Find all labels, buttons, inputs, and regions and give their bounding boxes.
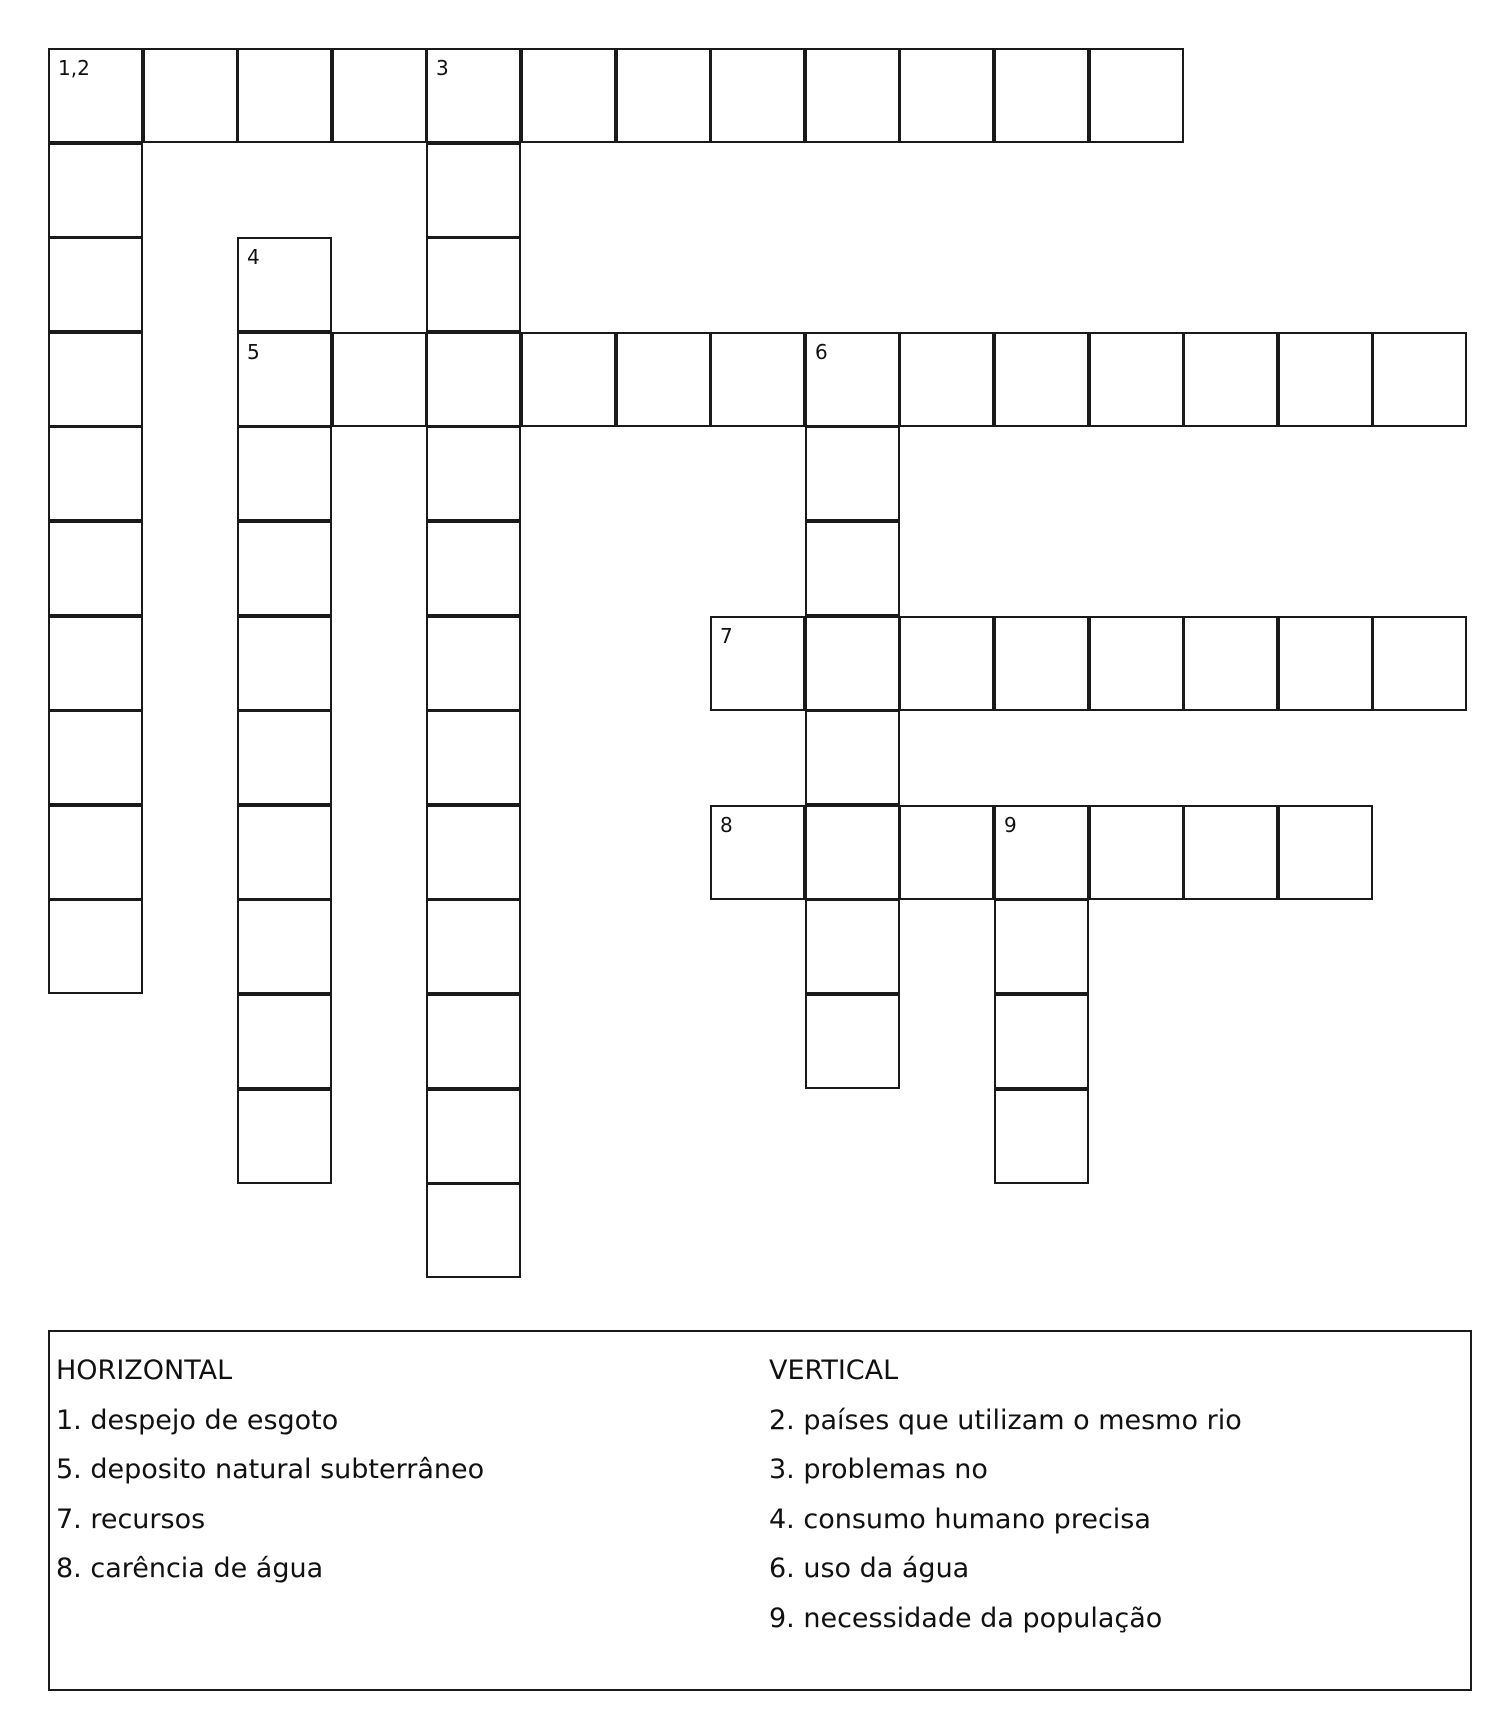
cell-number: 6 <box>815 340 828 364</box>
crossword-cell[interactable] <box>237 805 332 900</box>
crossword-cell[interactable] <box>805 426 900 521</box>
crossword-cell[interactable] <box>805 805 900 900</box>
crossword-cell[interactable] <box>521 48 616 143</box>
clue-horizontal-7: 7. recursos <box>56 1503 206 1535</box>
crossword-cell[interactable] <box>237 332 332 427</box>
crossword-cell[interactable] <box>48 237 143 332</box>
crossword-cell[interactable] <box>332 48 427 143</box>
crossword-cell[interactable] <box>332 332 427 427</box>
crossword-cell[interactable] <box>616 332 711 427</box>
crossword-cell[interactable] <box>426 48 521 143</box>
crossword-cell[interactable] <box>710 332 805 427</box>
crossword-cell[interactable] <box>1372 332 1467 427</box>
crossword-cell[interactable] <box>899 332 994 427</box>
crossword-cell[interactable] <box>426 426 521 521</box>
crossword-cell[interactable] <box>805 994 900 1089</box>
crossword-cell[interactable] <box>1183 332 1278 427</box>
clue-vertical-9: 9. necessidade da população <box>769 1602 1163 1634</box>
crossword-cell[interactable] <box>805 521 900 616</box>
cell-number: 1,2 <box>58 56 90 80</box>
crossword-cell[interactable] <box>48 710 143 805</box>
crossword-cell[interactable] <box>1089 332 1184 427</box>
clue-horizontal-8: 8. carência de água <box>56 1553 324 1584</box>
crossword-cell[interactable] <box>426 899 521 994</box>
crossword-cell[interactable] <box>426 1183 521 1278</box>
crossword-cell[interactable] <box>994 332 1089 427</box>
crossword-cell[interactable] <box>237 710 332 805</box>
crossword-cell[interactable] <box>48 426 143 521</box>
crossword-cell[interactable] <box>805 710 900 805</box>
cell-number: 5 <box>247 340 260 364</box>
crossword-cell[interactable] <box>426 994 521 1089</box>
crossword-cell[interactable] <box>805 332 900 427</box>
crossword-cell[interactable] <box>521 332 616 427</box>
crossword-cell[interactable] <box>48 332 143 427</box>
crossword-cell[interactable] <box>1278 332 1373 427</box>
crossword-cell[interactable] <box>48 899 143 994</box>
crossword-cell[interactable] <box>48 521 143 616</box>
crossword-cell[interactable] <box>143 48 238 143</box>
crossword-cell[interactable] <box>710 48 805 143</box>
cell-number: 3 <box>436 56 449 80</box>
crossword-cell[interactable] <box>1089 616 1184 711</box>
crossword-cell[interactable] <box>710 805 805 900</box>
crossword-cell[interactable] <box>237 521 332 616</box>
crossword-cell[interactable] <box>1278 616 1373 711</box>
crossword-cell[interactable] <box>994 616 1089 711</box>
crossword-cell[interactable] <box>426 805 521 900</box>
crossword-cell[interactable] <box>48 143 143 238</box>
cell-number: 9 <box>1004 813 1017 837</box>
clue-horizontal-5: 5. deposito natural subterrâneo <box>56 1454 485 1485</box>
crossword-cell[interactable] <box>48 48 143 143</box>
crossword-cell[interactable] <box>426 143 521 238</box>
crossword-cell[interactable] <box>426 710 521 805</box>
crossword-cell[interactable] <box>710 616 805 711</box>
crossword-cell[interactable] <box>237 237 332 332</box>
crossword-cell[interactable] <box>426 1089 521 1184</box>
crossword-cell[interactable] <box>1183 616 1278 711</box>
clue-vertical-2: 2. países que utilizam o mesmo rio <box>769 1404 1242 1436</box>
cell-number: 8 <box>720 813 733 837</box>
clue-vertical-3: 3. problemas no <box>769 1454 988 1485</box>
vertical-heading: VERTICAL <box>769 1355 899 1386</box>
crossword-cell[interactable] <box>1089 805 1184 900</box>
horizontal-heading: HORIZONTAL <box>56 1355 233 1386</box>
crossword-cell[interactable] <box>426 521 521 616</box>
clue-vertical-4: 4. consumo humano precisa <box>769 1503 1151 1535</box>
horizontal-clues <box>56 1346 484 1594</box>
crossword-cell[interactable] <box>237 994 332 1089</box>
crossword-cell[interactable] <box>1183 805 1278 900</box>
crossword-cell[interactable] <box>426 616 521 711</box>
crossword-cell[interactable] <box>994 994 1089 1089</box>
crossword-cell[interactable] <box>426 332 521 427</box>
vertical-clues <box>769 1346 1242 1643</box>
crossword-cell[interactable] <box>899 805 994 900</box>
crossword-cell[interactable] <box>994 899 1089 994</box>
crossword-cell[interactable] <box>48 805 143 900</box>
crossword-cell[interactable] <box>899 48 994 143</box>
cell-number: 7 <box>720 624 733 648</box>
crossword-cell[interactable] <box>805 899 900 994</box>
clue-horizontal-1: 1. despejo de esgoto <box>56 1404 339 1436</box>
crossword-cell[interactable] <box>805 48 900 143</box>
crossword-cell[interactable] <box>994 805 1089 900</box>
crossword-cell[interactable] <box>994 48 1089 143</box>
crossword-cell[interactable] <box>1372 616 1467 711</box>
crossword-cell[interactable] <box>1089 48 1184 143</box>
crossword-cell[interactable] <box>237 48 332 143</box>
crossword-cell[interactable] <box>48 616 143 711</box>
clues-box <box>48 1330 1472 1691</box>
crossword-cell[interactable] <box>237 1089 332 1184</box>
crossword-cell[interactable] <box>237 616 332 711</box>
crossword-cell[interactable] <box>426 237 521 332</box>
crossword-cell[interactable] <box>237 899 332 994</box>
cell-number: 4 <box>247 245 260 269</box>
crossword-cell[interactable] <box>805 616 900 711</box>
crossword-cell[interactable] <box>616 48 711 143</box>
clue-vertical-6: 6. uso da água <box>769 1553 970 1584</box>
crossword-cell[interactable] <box>237 426 332 521</box>
crossword-cell[interactable] <box>994 1089 1089 1184</box>
crossword-cell[interactable] <box>1278 805 1373 900</box>
crossword-cell[interactable] <box>899 616 994 711</box>
